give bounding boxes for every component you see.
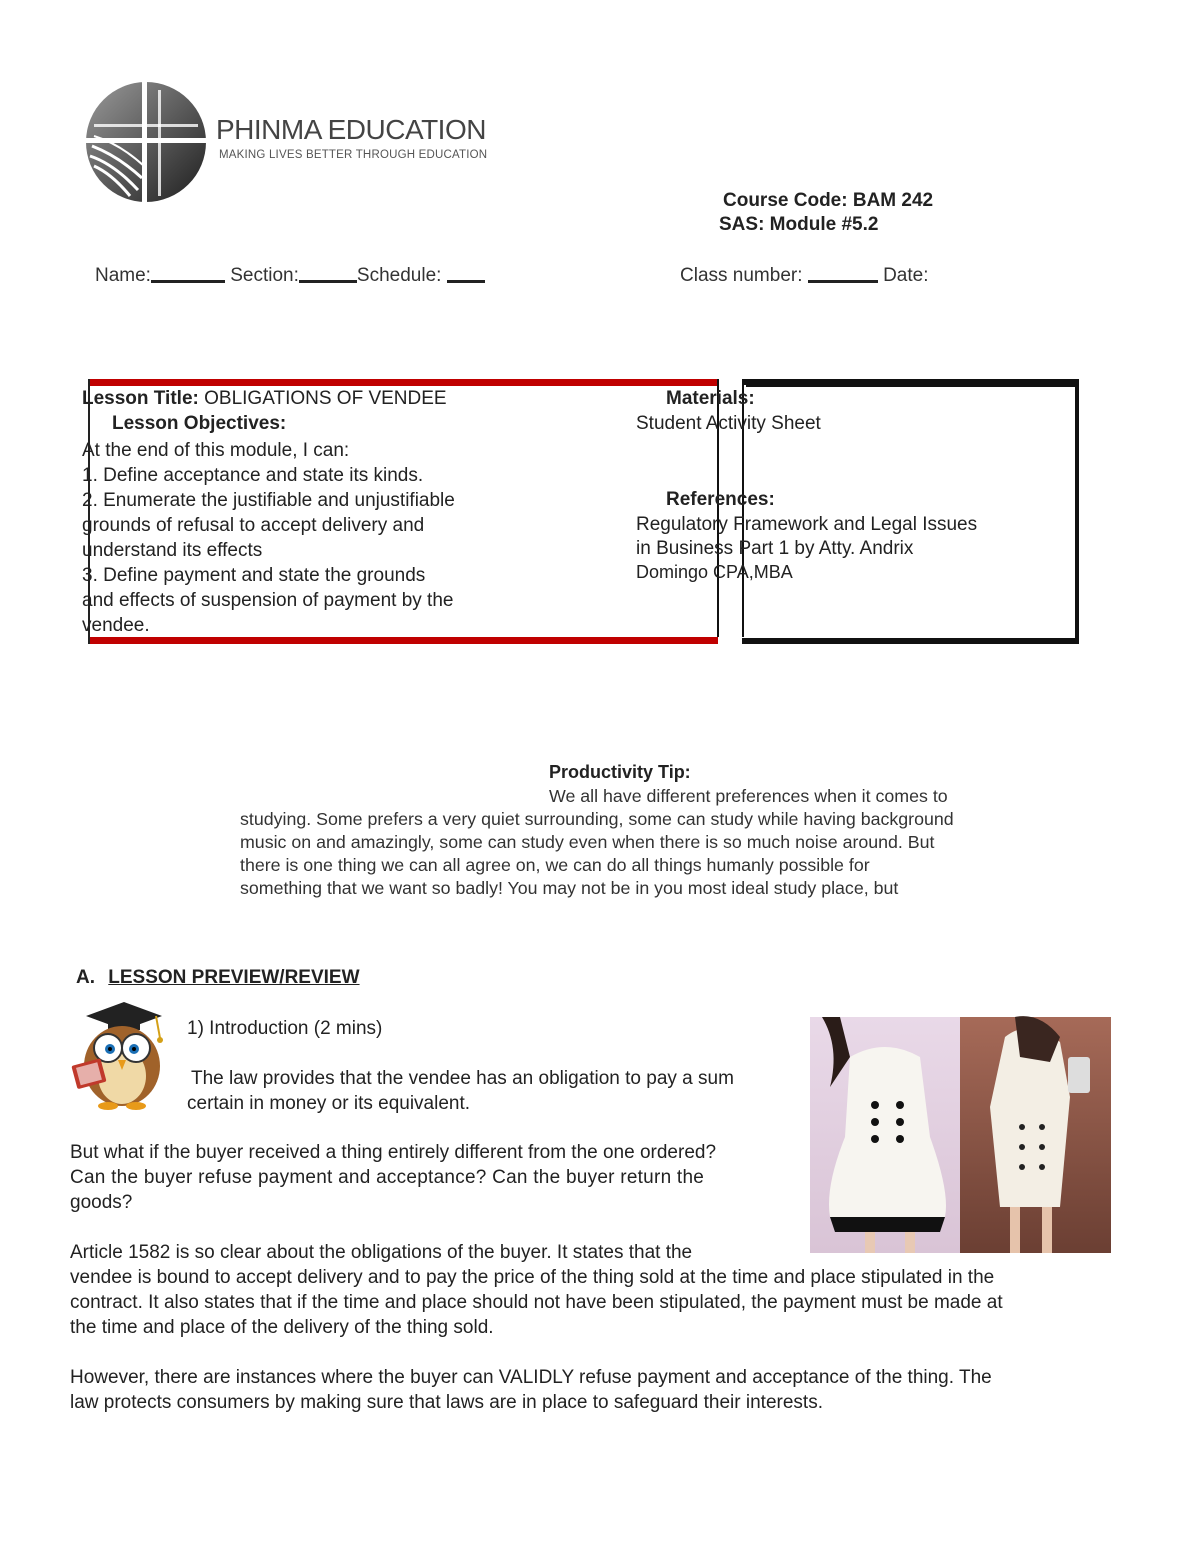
lesson-objectives-label: Lesson Objectives: xyxy=(112,413,287,434)
objective-line: At the end of this module, I can: xyxy=(82,440,350,461)
logo-name: PHINMA EDUCATION xyxy=(216,114,486,145)
section-title: LESSON PREVIEW/REVIEW xyxy=(108,967,360,988)
lesson-title xyxy=(82,386,447,411)
references-list xyxy=(636,512,977,583)
section-label: Section: xyxy=(230,265,299,286)
reference-line: Regulatory Framework and Legal Issues xyxy=(636,514,978,535)
schedule-blank[interactable] xyxy=(447,262,485,283)
question-line: But what if the buyer received a thing entirely different from the one ordered? xyxy=(70,1142,717,1163)
however-paragraph xyxy=(70,1365,992,1415)
materials-label: Materials: xyxy=(666,388,755,409)
objective-line: 1. Define acceptance and state its kinds. xyxy=(82,465,424,486)
tip-line: music on and amazingly, some can study even when there is so much noise around. But xyxy=(240,832,935,852)
sas-module: SAS: Module #5.2 xyxy=(719,214,879,235)
productivity-tip-title: Productivity Tip: xyxy=(549,762,691,782)
course-code: Course Code: BAM 242 xyxy=(723,190,934,211)
question-line: Can the buyer refuse payment and acceptance? Can the buyer return the xyxy=(70,1167,705,1188)
objective-line: 3. Define payment and state the grounds xyxy=(82,565,426,586)
student-info-row xyxy=(95,262,485,288)
materials-box-bottom-border xyxy=(742,638,1079,644)
materials-value: Student Activity Sheet xyxy=(636,413,821,434)
lesson-title-value: OBLIGATIONS OF VENDEE xyxy=(204,388,447,409)
reference-line: Domingo CPA,MBA xyxy=(636,562,793,582)
owl-mascot-icon xyxy=(68,1000,174,1112)
lesson-box-bottom-border xyxy=(88,637,718,644)
logo-tagline: MAKING LIVES BETTER THROUGH EDUCATION xyxy=(219,149,488,161)
objective-line: 2. Enumerate the justifiable and unjustifiable xyxy=(82,490,455,511)
schedule-label: Schedule: xyxy=(356,265,442,286)
date-label: Date: xyxy=(883,265,929,286)
name-label: Name: xyxy=(95,265,151,286)
materials-box-right-border xyxy=(1075,379,1079,644)
however-line: law protects consumers by making sure that laws are in place to safeguard their interests. xyxy=(70,1392,823,1413)
name-blank[interactable] xyxy=(151,262,225,283)
lesson-objectives-list xyxy=(82,438,455,638)
sas-module-wrapper xyxy=(719,212,879,235)
law-line: certain in money or its equivalent. xyxy=(187,1093,471,1114)
tip-line: studying. Some prefers a very quiet surrounding, some can study while having background xyxy=(240,809,954,829)
section-a-heading xyxy=(76,967,360,989)
phinma-logo-icon xyxy=(84,80,208,204)
materials-box-inner-line xyxy=(746,385,1075,387)
class-number-blank[interactable] xyxy=(808,262,878,283)
objective-line: understand its effects xyxy=(82,540,263,561)
question-line: goods? xyxy=(70,1192,133,1213)
section-letter: A. xyxy=(76,967,95,988)
objective-line: grounds of refusal to accept delivery and xyxy=(82,515,425,536)
article-line: the time and place of the delivery of the thing sold. xyxy=(70,1317,494,1338)
article-line: contract. It also states that if the time and place should not have been stipulated, the payment must be made at xyxy=(70,1292,1003,1313)
introduction-label: 1) Introduction (2 mins) xyxy=(187,1018,383,1039)
law-line: The law provides that the vendee has an obligation to pay a sum xyxy=(191,1068,734,1089)
article-line: vendee is bound to accept delivery and to pay the price of the thing sold at the time and place stipulated in the xyxy=(70,1267,995,1288)
objective-line: and effects of suspension of payment by the xyxy=(82,590,454,611)
white-coats-photo xyxy=(810,1017,1111,1253)
law-paragraph xyxy=(187,1066,734,1116)
lesson-box-top-border xyxy=(88,379,718,386)
lesson-title-label: Lesson Title: xyxy=(82,388,199,409)
reference-line: in Business Part 1 by Atty. Andrix xyxy=(636,538,914,559)
section-blank[interactable] xyxy=(299,262,357,283)
tip-line: there is one thing we can all agree on, we can do all things humanly possible for xyxy=(240,855,870,875)
question-paragraph xyxy=(70,1140,716,1215)
article-line: Article 1582 is so clear about the obligations of the buyer. It states that the xyxy=(70,1242,693,1263)
objective-line: vendee. xyxy=(82,615,150,636)
tip-line: something that we want so badly! You may not be in you most ideal study place, but xyxy=(240,878,899,898)
productivity-tip-body xyxy=(240,785,1040,900)
class-number-label: Class number: xyxy=(680,265,803,286)
article-paragraph xyxy=(70,1240,1003,1340)
references-label: References: xyxy=(666,489,775,510)
tip-line: We all have different preferences when it comes to xyxy=(549,786,948,806)
class-info-row xyxy=(680,262,928,288)
however-line: However, there are instances where the buyer can VALIDLY refuse payment and acceptance of the thing. The xyxy=(70,1367,992,1388)
